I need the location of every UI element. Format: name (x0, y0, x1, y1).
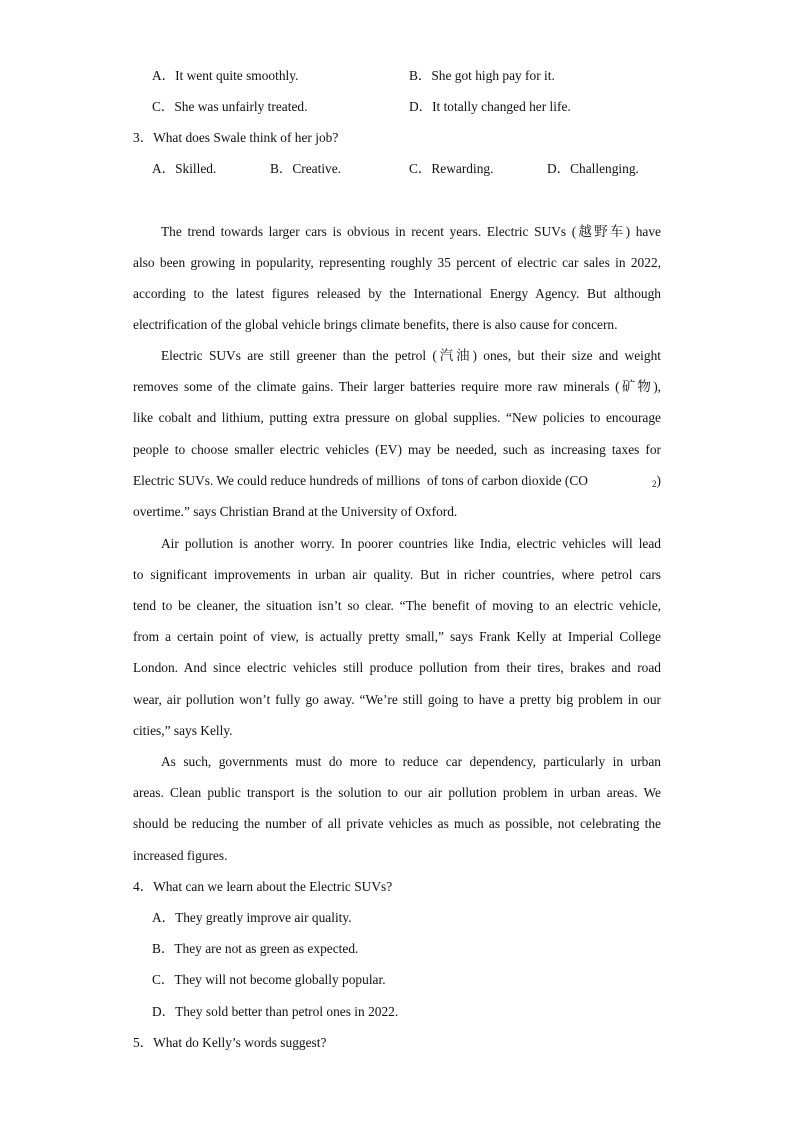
option-text: It went quite smoothly. (175, 68, 299, 83)
passage-line: wear, air pollution won’t fully go away. “We’re still going to have a pretty big problem in our (133, 692, 661, 707)
passage-line-co2 (133, 473, 661, 489)
passage-line: also been growing in popularity, representing roughly 35 percent of electric car sales in 2022, (133, 255, 661, 270)
option-letter: D． (409, 99, 433, 114)
passage-line: should be reducing the number of all private vehicles as much as possible, not celebrating the (133, 816, 661, 831)
option-text: They sold better than petrol ones in 2022. (175, 1004, 399, 1019)
question-number: 5． (133, 1035, 154, 1050)
option-letter: D． (152, 1004, 176, 1019)
option-text: She got high pay for it. (431, 68, 555, 83)
option-text: They greatly improve air quality. (175, 910, 352, 925)
option-letter: C． (152, 99, 175, 114)
question-text: What do Kelly’s words suggest? (153, 1035, 327, 1050)
option-letter: C． (152, 972, 175, 987)
q4-option-a (152, 910, 352, 926)
passage-line: removes some of the climate gains. Their larger batteries require more raw minerals (矿物), (133, 379, 661, 394)
option-letter: A． (152, 910, 176, 925)
option-text: They are not as green as expected. (174, 941, 359, 956)
q2-option-b (409, 68, 555, 84)
passage-line: The trend towards larger cars is obvious in recent years. Electric SUVs (越野车) have (161, 224, 661, 239)
passage-line: As such, governments must do more to reduce car dependency, particularly in urban (161, 754, 661, 769)
passage-line: according to the latest figures released by the International Energy Agency. But although (133, 286, 661, 301)
option-letter: D． (547, 161, 571, 176)
option-text: They will not become globally popular. (174, 972, 386, 987)
q4-stem (133, 879, 392, 895)
passage-line: Air pollution is another worry. In poorer countries like India, electric vehicles will lead (161, 536, 661, 551)
option-letter: A． (152, 68, 176, 83)
passage-line: areas. Clean public transport is the solution to our air pollution problem in urban areas. We (133, 785, 661, 800)
option-letter: A． (152, 161, 176, 176)
passage-line: people to choose smaller electric vehicles (EV) may be needed, such as increasing taxes for (133, 442, 661, 457)
option-letter: B． (409, 68, 432, 83)
q2-option-c (152, 99, 307, 115)
option-letter: B． (270, 161, 293, 176)
q4-option-d (152, 1004, 398, 1020)
question-text: What can we learn about the Electric SUVs? (153, 879, 393, 894)
question-number: 4． (133, 879, 154, 894)
co2-subscript-group (652, 473, 661, 489)
q3-option-c (409, 161, 493, 177)
option-letter: B． (152, 941, 175, 956)
q3-option-d (547, 161, 639, 177)
co2-subscript: 2 (652, 479, 657, 489)
option-text: Creative. (292, 161, 342, 176)
q4-option-b (152, 941, 358, 957)
q2-option-a (152, 68, 298, 84)
passage-line: tend to be cleaner, the situation isn’t so clear. “The benefit of moving to an electric vehicle, (133, 598, 661, 613)
q5-stem (133, 1035, 326, 1051)
option-text: Rewarding. (431, 161, 494, 176)
passage-line-text: Electric SUVs. We could reduce hundreds of millions of tons of carbon dioxide (CO (133, 473, 588, 488)
passage-line: from a certain point of view, is actually pretty small,” says Frank Kelly at Imperial College (133, 629, 661, 644)
co2-close-paren: ) (656, 473, 661, 488)
q2-option-d (409, 99, 571, 115)
passage-line: like cobalt and lithium, putting extra pressure on global supplies. “New policies to encourage (133, 410, 661, 425)
option-text: Skilled. (175, 161, 217, 176)
passage-line: overtime.” says Christian Brand at the University of Oxford. (133, 504, 458, 519)
passage-line: London. And since electric vehicles still produce pollution from their tires, brakes and road (133, 660, 661, 675)
passage-line: Electric SUVs are still greener than the petrol (汽油) ones, but their size and weight (161, 348, 661, 363)
option-text: She was unfairly treated. (174, 99, 308, 114)
question-text: What does Swale think of her job? (153, 130, 339, 145)
passage-line: cities,” says Kelly. (133, 723, 233, 738)
question-number: 3． (133, 130, 154, 145)
q4-option-c (152, 972, 386, 988)
option-text: Challenging. (570, 161, 639, 176)
option-letter: C． (409, 161, 432, 176)
passage-line: to significant improvements in urban air quality. But in richer countries, where petrol cars (133, 567, 661, 582)
passage-line: increased figures. (133, 848, 228, 863)
q3-option-a (152, 161, 216, 177)
q3-stem (133, 130, 338, 146)
passage-line: electrification of the global vehicle brings climate benefits, there is also cause for concern. (133, 317, 618, 332)
option-text: It totally changed her life. (432, 99, 571, 114)
q3-option-b (270, 161, 341, 177)
